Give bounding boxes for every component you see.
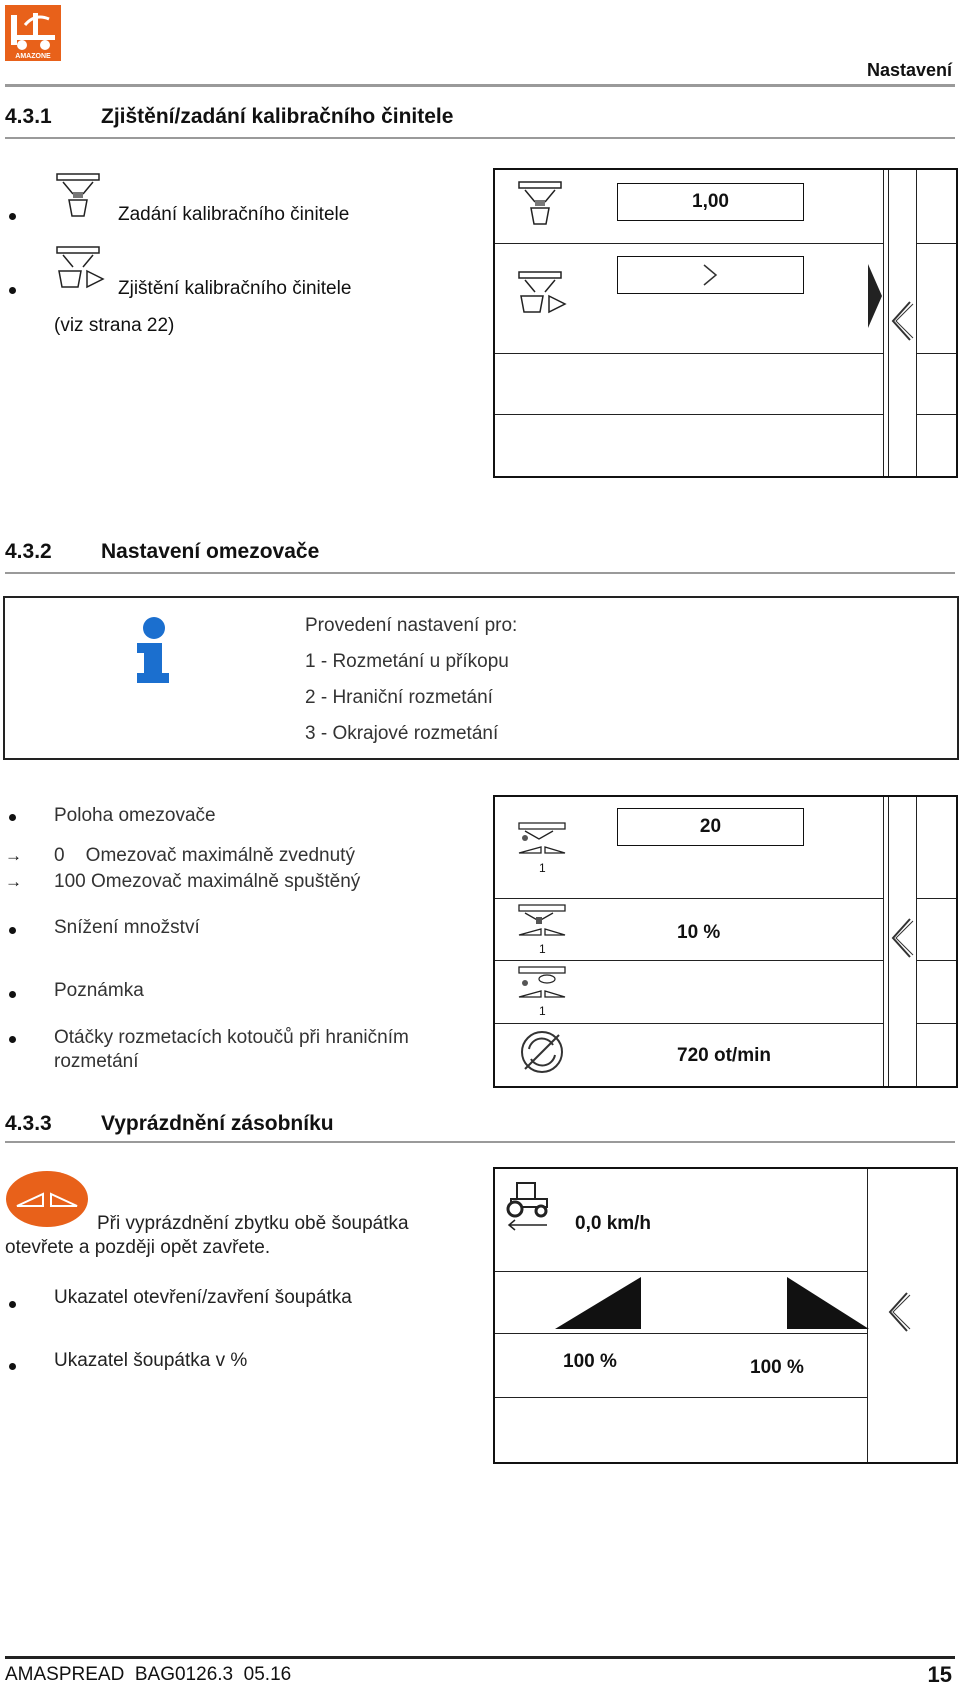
row-divider — [495, 1271, 867, 1272]
calibration-start-field[interactable] — [617, 256, 804, 294]
header-section: Nastavení — [866, 60, 952, 80]
logo-text: AMAZONE — [15, 53, 51, 60]
left-slide-percent: 100 % — [563, 1351, 617, 1372]
item-label: Zjištění kalibračního činitele — [118, 278, 352, 299]
row-divider — [916, 960, 956, 961]
right-slide-indicator-icon — [787, 1277, 869, 1329]
item-label: 100 Omezovač maximálně spuštěný — [54, 871, 361, 892]
calibration-factor-field[interactable] — [617, 183, 804, 221]
info-line: 1 - Rozmetání u příkopu — [305, 651, 509, 672]
item-label: Poznámka — [54, 980, 144, 1001]
quantity-reduction-value[interactable]: 10 % — [677, 922, 721, 943]
calibration-determine-icon — [55, 243, 111, 295]
info-line: Provedení nastavení pro: — [305, 615, 518, 636]
amazone-logo — [5, 5, 61, 61]
softkey-column-divider — [916, 797, 917, 1086]
instruction-line: Při vyprázdnění zbytku obě šoupátka — [97, 1213, 409, 1234]
selection-marker-icon — [867, 264, 883, 328]
section-divider — [5, 137, 955, 139]
logo-mark-icon — [5, 5, 61, 61]
row-divider — [495, 1333, 867, 1334]
row-divider — [495, 353, 883, 354]
section-name: Zjištění/zadání kalibračního činitele — [101, 105, 454, 128]
item-label: 0 Omezovač maximálně zvednutý — [54, 845, 355, 866]
instruction-line: otevřete a později opět zavřete. — [5, 1237, 271, 1258]
row-divider — [495, 414, 883, 415]
left-slide-indicator-icon — [555, 1277, 641, 1329]
disc-speed-icon — [517, 1027, 567, 1077]
bullet — [9, 1363, 16, 1370]
section-name: Vyprázdnění zásobníku — [101, 1112, 334, 1135]
footer-document-code: AMASPREAD BAG0126.3 05.16 — [5, 1664, 292, 1685]
bullet — [9, 1301, 16, 1308]
info-box — [3, 596, 959, 760]
note-icon — [517, 965, 569, 1001]
disc-speed-value[interactable]: 720 ot/min — [677, 1045, 771, 1066]
calibration-enter-icon — [55, 170, 103, 222]
section-number: 4.3.3 — [5, 1112, 52, 1135]
slide-position-indicators — [547, 1275, 871, 1331]
terminal-display-empty — [493, 1167, 958, 1464]
softkey-column-divider — [883, 170, 884, 476]
row-digit: 1 — [539, 861, 546, 875]
info-line: 2 - Hraniční rozmetání — [305, 687, 493, 708]
row-divider — [916, 243, 956, 244]
quantity-reduction-icon — [517, 903, 569, 939]
section-number: 4.3.1 — [5, 105, 52, 128]
softkey-column-divider — [883, 797, 884, 1086]
bullet — [9, 927, 16, 934]
bullet — [9, 213, 16, 220]
row-divider — [916, 1023, 956, 1024]
item-label: Ukazatel šoupátka v % — [54, 1350, 248, 1371]
right-slide-percent: 100 % — [750, 1357, 804, 1378]
terminal-display-calibration — [493, 168, 958, 478]
limiter-position-icon — [517, 821, 569, 857]
section-number: 4.3.2 — [5, 540, 52, 563]
row-digit: 1 — [539, 1004, 546, 1018]
calibration-determine-icon — [517, 268, 573, 320]
row-divider — [495, 1397, 867, 1398]
calibration-factor-value: 1,00 — [692, 191, 729, 212]
tractor-speed-icon — [503, 1177, 551, 1231]
speed-value: 0,0 km/h — [575, 1213, 652, 1234]
row-divider — [916, 414, 956, 415]
item-label: Snížení množství — [54, 917, 200, 938]
softkey-column-divider — [916, 170, 917, 476]
back-softkey-icon[interactable] — [885, 1291, 913, 1333]
page-number: 15 — [927, 1662, 952, 1687]
calibration-enter-icon — [517, 178, 565, 230]
item-label: Otáčky rozmetacích kotoučů při hraničním — [54, 1027, 409, 1048]
row-divider — [495, 1023, 883, 1024]
row-divider — [916, 353, 956, 354]
chevron-right-icon — [702, 263, 718, 287]
row-divider — [495, 243, 883, 244]
header-divider — [5, 84, 955, 87]
section-title-433 — [5, 1112, 334, 1136]
item-label: rozmetání — [54, 1051, 139, 1072]
limiter-position-value: 20 — [699, 816, 722, 837]
row-digit: 1 — [539, 942, 546, 956]
arrow-icon: → — [5, 846, 22, 865]
row-divider — [495, 960, 883, 961]
section-divider — [5, 1141, 955, 1143]
bullet — [9, 991, 16, 998]
section-title-431 — [5, 105, 454, 129]
info-line: 3 - Okrajové rozmetání — [305, 723, 499, 744]
section-title-432 — [5, 540, 320, 564]
item-label: Poloha omezovače — [54, 805, 216, 826]
bullet — [9, 814, 16, 821]
item-label: Ukazatel otevření/zavření šoupátka — [54, 1287, 352, 1308]
page-reference: (viz strana 22) — [54, 315, 175, 336]
open-slides-button-icon — [5, 1170, 89, 1228]
footer-divider — [5, 1656, 955, 1659]
back-softkey-icon[interactable] — [888, 917, 916, 959]
back-softkey-icon[interactable] — [888, 300, 916, 342]
terminal-display-limiter — [493, 795, 958, 1088]
row-divider — [495, 898, 883, 899]
row-divider — [916, 898, 956, 899]
info-icon — [132, 616, 172, 686]
section-divider — [5, 572, 955, 574]
limiter-position-field[interactable] — [617, 808, 804, 846]
arrow-icon: → — [5, 872, 22, 891]
item-label: Zadání kalibračního činitele — [118, 204, 350, 225]
bullet — [9, 1036, 16, 1043]
bullet — [9, 287, 16, 294]
section-name: Nastavení omezovače — [101, 540, 320, 563]
